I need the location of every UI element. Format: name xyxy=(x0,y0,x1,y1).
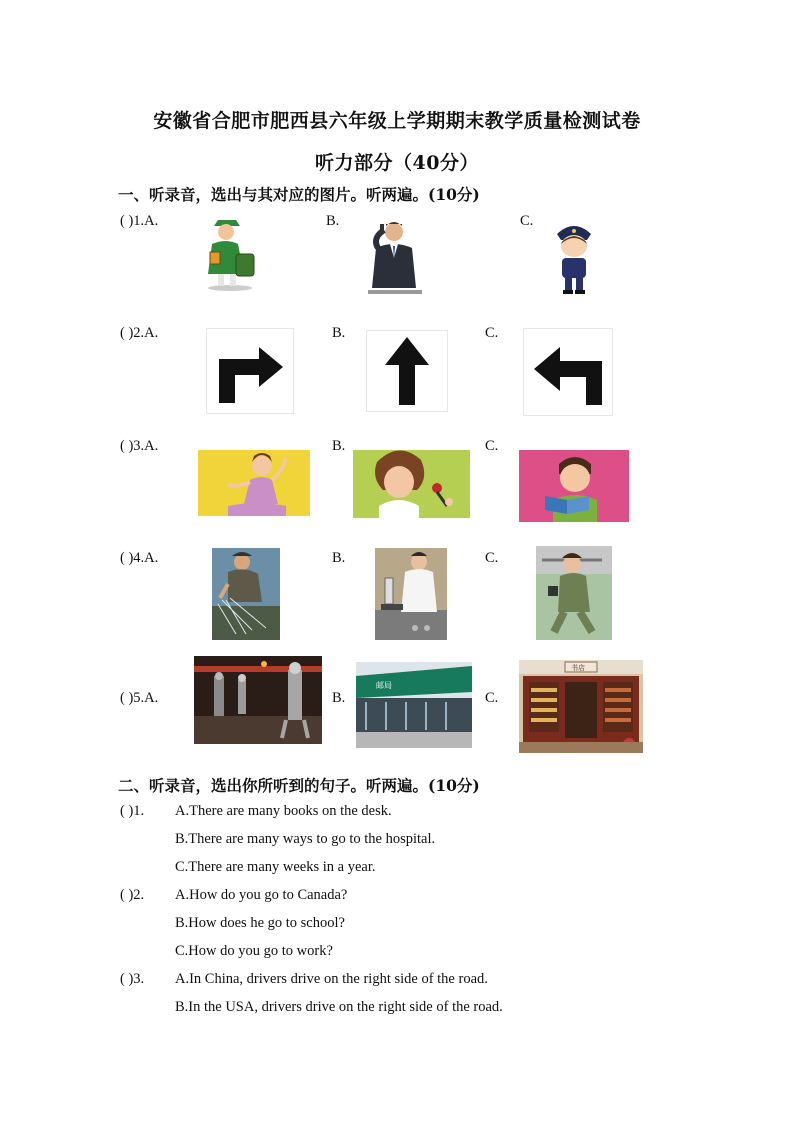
dancing-girl-icon xyxy=(198,450,310,516)
q1-prefix: ( )1.A. xyxy=(120,213,159,229)
q1-option-c: C. xyxy=(520,213,534,229)
businessman-phone-icon xyxy=(364,218,426,296)
q2-option-b: B. xyxy=(332,325,346,341)
robot-museum-icon xyxy=(194,656,322,744)
straight-arrow-icon xyxy=(366,330,448,412)
fisherman-icon xyxy=(212,548,280,640)
q1-option-b: B. xyxy=(326,213,340,229)
postman-icon xyxy=(200,214,260,292)
post-office-icon xyxy=(356,662,472,748)
bookstore-sign: 书店 xyxy=(571,664,585,672)
reading-boy-icon xyxy=(519,450,629,522)
p2-q3-prefix: ( )3. xyxy=(120,971,145,987)
turn-right-arrow-icon xyxy=(206,328,294,414)
q3-option-c: C. xyxy=(485,438,499,454)
p2-q1-option-c: C.There are many weeks in a year. xyxy=(175,859,376,875)
pilot-icon xyxy=(536,546,612,640)
part1-heading: 一、听录音，选出与其对应的图片。听两遍。(10分) xyxy=(118,185,480,204)
page-subtitle: 听力部分（40分） xyxy=(315,152,479,174)
singing-woman-icon xyxy=(353,450,470,518)
part2-heading: 二、听录音，选出你所听到的句子。听两遍。(10分) xyxy=(118,776,480,795)
p2-q1-option-a: A.There are many books on the desk. xyxy=(175,803,392,819)
q4-prefix: ( )4.A. xyxy=(120,550,159,566)
p2-q1-option-b: B.There are many ways to go to the hospital. xyxy=(175,831,436,847)
q4-option-c: C. xyxy=(485,550,499,566)
q3-prefix: ( )3.A. xyxy=(120,438,159,454)
policewoman-icon xyxy=(553,220,595,298)
q5-option-c: C. xyxy=(485,690,499,706)
p2-q1-prefix: ( )1. xyxy=(120,803,145,819)
q4-option-b: B. xyxy=(332,550,346,566)
p2-q2-option-b: B.How does he go to school? xyxy=(175,915,345,931)
p2-q3-option-a: A.In China, drivers drive on the right side of the road. xyxy=(175,971,488,987)
bookstore-icon xyxy=(519,660,643,753)
turn-left-arrow-icon xyxy=(523,328,613,416)
q5-option-b: B. xyxy=(332,690,346,706)
p2-q2-prefix: ( )2. xyxy=(120,887,145,903)
page-title: 安徽省合肥市肥西县六年级上学期期末教学质量检测试卷 xyxy=(153,110,641,132)
q5-prefix: ( )5.A. xyxy=(120,690,159,706)
q2-prefix: ( )2.A. xyxy=(120,325,159,341)
q3-option-b: B. xyxy=(332,438,346,454)
q2-option-c: C. xyxy=(485,325,499,341)
post-office-sign: 邮局 xyxy=(376,681,392,690)
p2-q2-option-c: C.How do you go to work? xyxy=(175,943,333,959)
p2-q2-option-a: A.How do you go to Canada? xyxy=(175,887,348,903)
p2-q3-option-b: B.In the USA, drivers drive on the right side of the road. xyxy=(175,999,503,1015)
scientist-microscope-icon xyxy=(375,548,447,640)
